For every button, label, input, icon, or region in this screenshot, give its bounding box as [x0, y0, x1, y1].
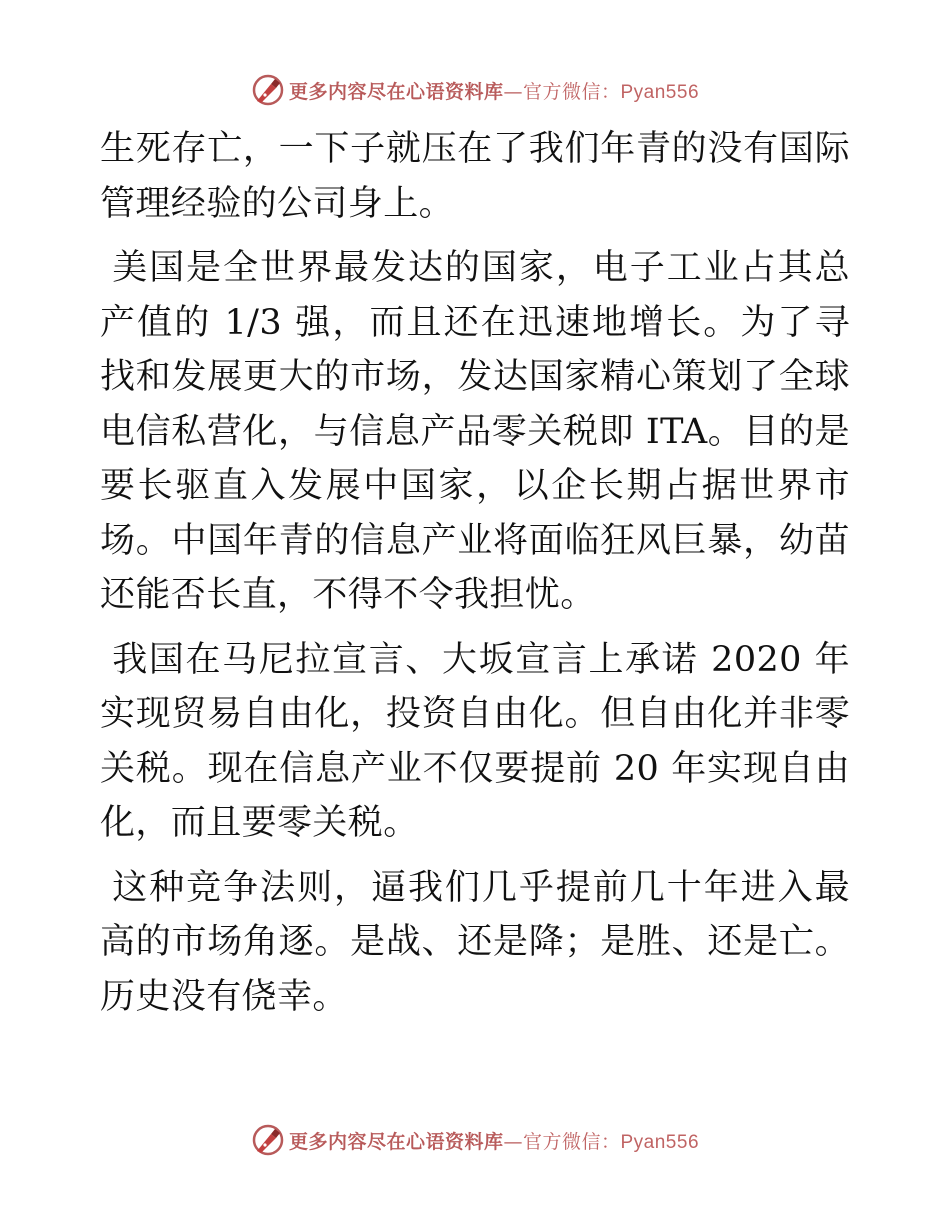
watermark-wechat-label: 官方微信： [522, 80, 621, 103]
paragraph-2: 美国是全世界最发达的国家，电子工业占其总产值的 1/3 强，而且还在迅速地增长。为了寻找和发展更大的市场，发达国家精心策划了全球电信私营化，与信息产品零关税即 ITA。目的是要长驱直入发展中国家，以企长期占据世界市场。中国年青的信息产业将面临狂风巨暴，幼苗还能否长直，不得不令我担忧。 [100, 248, 850, 615]
watermark-wechat-id: Pyan556 [620, 1131, 700, 1153]
pen-nib-icon [251, 73, 285, 107]
pen-nib-icon [251, 1123, 285, 1157]
paragraph-3: 我国在马尼拉宣言、大坂宣言上承诺 2020 年实现贸易自由化，投资自由化。但自由化并非零关税。现在信息产业不仅要提前 20 年实现自由化，而且要零关税。 [100, 639, 850, 843]
watermark-wechat-label: 官方微信： [522, 1130, 621, 1153]
watermark-main: 更多内容尽在心语资料库 [288, 80, 504, 103]
watermark-text [289, 1127, 699, 1154]
watermark-separator: — [503, 80, 523, 103]
watermark-main: 更多内容尽在心语资料库 [288, 1130, 504, 1153]
document-body [100, 122, 850, 1034]
watermark-wechat-id: Pyan556 [620, 81, 700, 103]
footer-watermark [0, 1120, 950, 1160]
header-watermark [0, 70, 950, 110]
watermark-text [289, 77, 699, 104]
watermark-separator: — [503, 1130, 523, 1153]
paragraph-1: 生死存亡，一下子就压在了我们年青的没有国际管理经验的公司身上。 [100, 129, 850, 224]
paragraph-4: 这种竞争法则，逼我们几乎提前几十年进入最高的市场角逐。是战、还是降；是胜、还是亡。历史没有侥幸。 [100, 867, 850, 1017]
